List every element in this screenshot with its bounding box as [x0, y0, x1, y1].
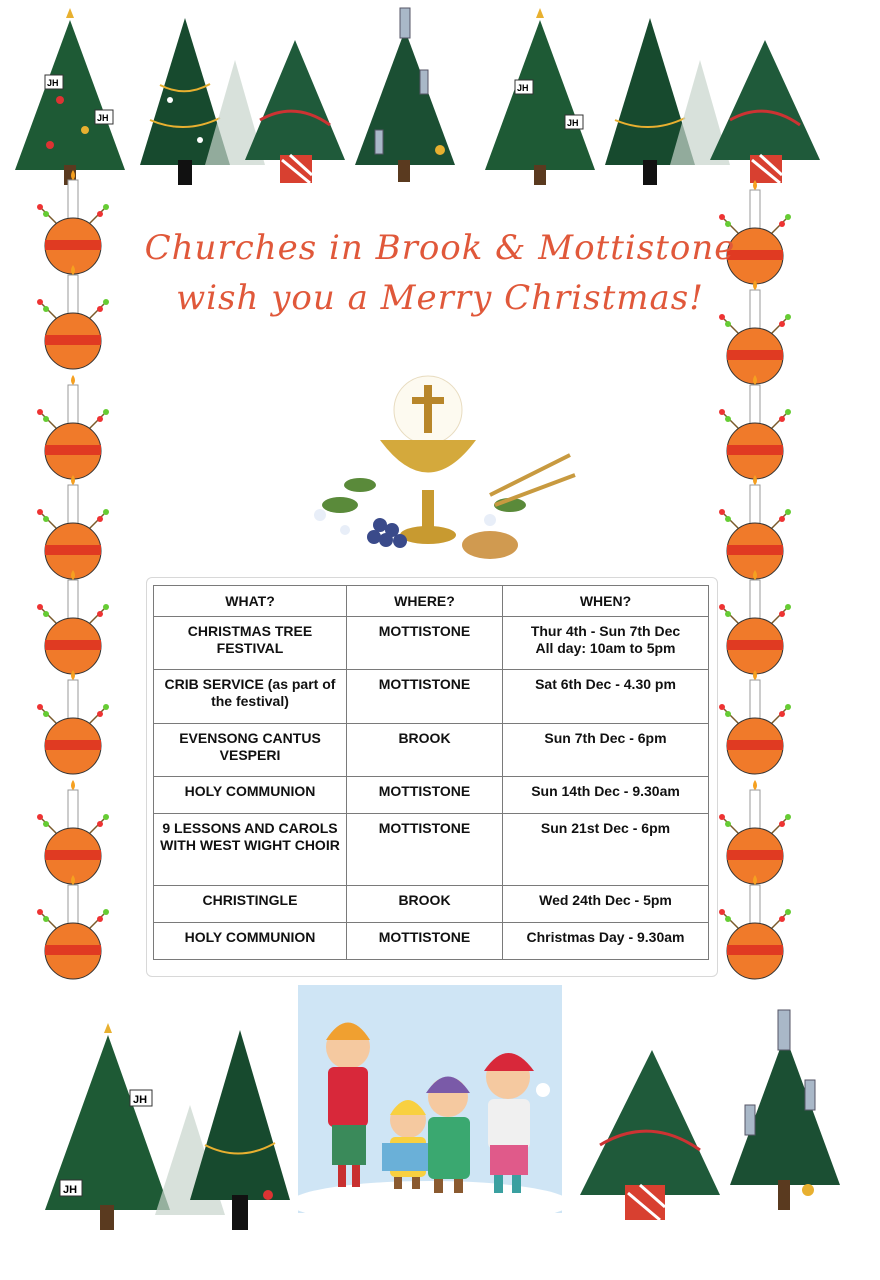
table-row — [154, 814, 709, 886]
table-row — [154, 670, 709, 724]
svg-text:JH: JH — [517, 83, 529, 93]
cell-when: Wed 24th Dec - 5pm — [503, 886, 709, 923]
cell-when-line2: All day: 10am to 5pm — [535, 640, 676, 656]
cell-when: Christmas Day - 9.30am — [503, 923, 709, 960]
svg-text:JH: JH — [567, 118, 579, 128]
christmas-tree-icon — [190, 1030, 290, 1230]
cell-what: CHRISTINGLE — [154, 886, 347, 923]
christmas-tree-icon — [730, 1010, 840, 1210]
cell-when — [503, 617, 709, 670]
cell-where: MOTTISTONE — [347, 814, 503, 886]
page-title-line2: wish you a Merry Christmas! — [176, 278, 704, 318]
header-what: WHAT? — [154, 586, 347, 617]
cell-what: 9 LESSONS AND CAROLS WITH WEST WIGHT CHOIR — [154, 814, 347, 886]
christmas-tree-icon — [45, 1023, 170, 1230]
cell-when: Sun 7th Dec - 6pm — [503, 724, 709, 777]
cell-what: CRIB SERVICE (as part of the festival) — [154, 670, 347, 724]
svg-text:JH: JH — [63, 1184, 78, 1196]
cell-where: MOTTISTONE — [347, 617, 503, 670]
svg-text:JH: JH — [47, 78, 59, 88]
cell-when: Sun 14th Dec - 9.30am — [503, 777, 709, 814]
cell-when: Sat 6th Dec - 4.30 pm — [503, 670, 709, 724]
table-header-row — [154, 586, 709, 617]
table-row — [154, 777, 709, 814]
chalice-icon — [270, 355, 590, 570]
schedule-card — [146, 577, 718, 977]
cell-what: HOLY COMMUNION — [154, 923, 347, 960]
header-where: WHERE? — [347, 586, 503, 617]
cell-what: HOLY COMMUNION — [154, 777, 347, 814]
cell-where: MOTTISTONE — [347, 777, 503, 814]
page-title-line1: Churches in Brook & Mottistone — [144, 228, 736, 268]
cell-what: CHRISTMAS TREE FESTIVAL — [154, 617, 347, 670]
svg-text:JH: JH — [97, 113, 109, 123]
table-row — [154, 617, 709, 670]
christmas-tree-icon — [15, 8, 125, 185]
christmas-tree-icon — [485, 8, 595, 185]
cell-when: Sun 21st Dec - 6pm — [503, 814, 709, 886]
cell-what: EVENSONG CANTUS VESPERI — [154, 724, 347, 777]
table-row — [154, 724, 709, 777]
cell-where: MOTTISTONE — [347, 670, 503, 724]
cell-where: BROOK — [347, 724, 503, 777]
top-tree-border — [0, 0, 880, 190]
cell-where: BROOK — [347, 886, 503, 923]
christmas-tree-icon — [355, 8, 455, 182]
schedule-table — [153, 585, 709, 960]
table-row — [154, 886, 709, 923]
christmas-tree-icon — [580, 1050, 720, 1220]
table-row — [154, 923, 709, 960]
svg-text:JH: JH — [133, 1094, 148, 1106]
cell-when-line1: Thur 4th - Sun 7th Dec — [530, 623, 681, 639]
cell-where: MOTTISTONE — [347, 923, 503, 960]
carolers-illustration — [298, 985, 562, 1213]
header-when: WHEN? — [503, 586, 709, 617]
